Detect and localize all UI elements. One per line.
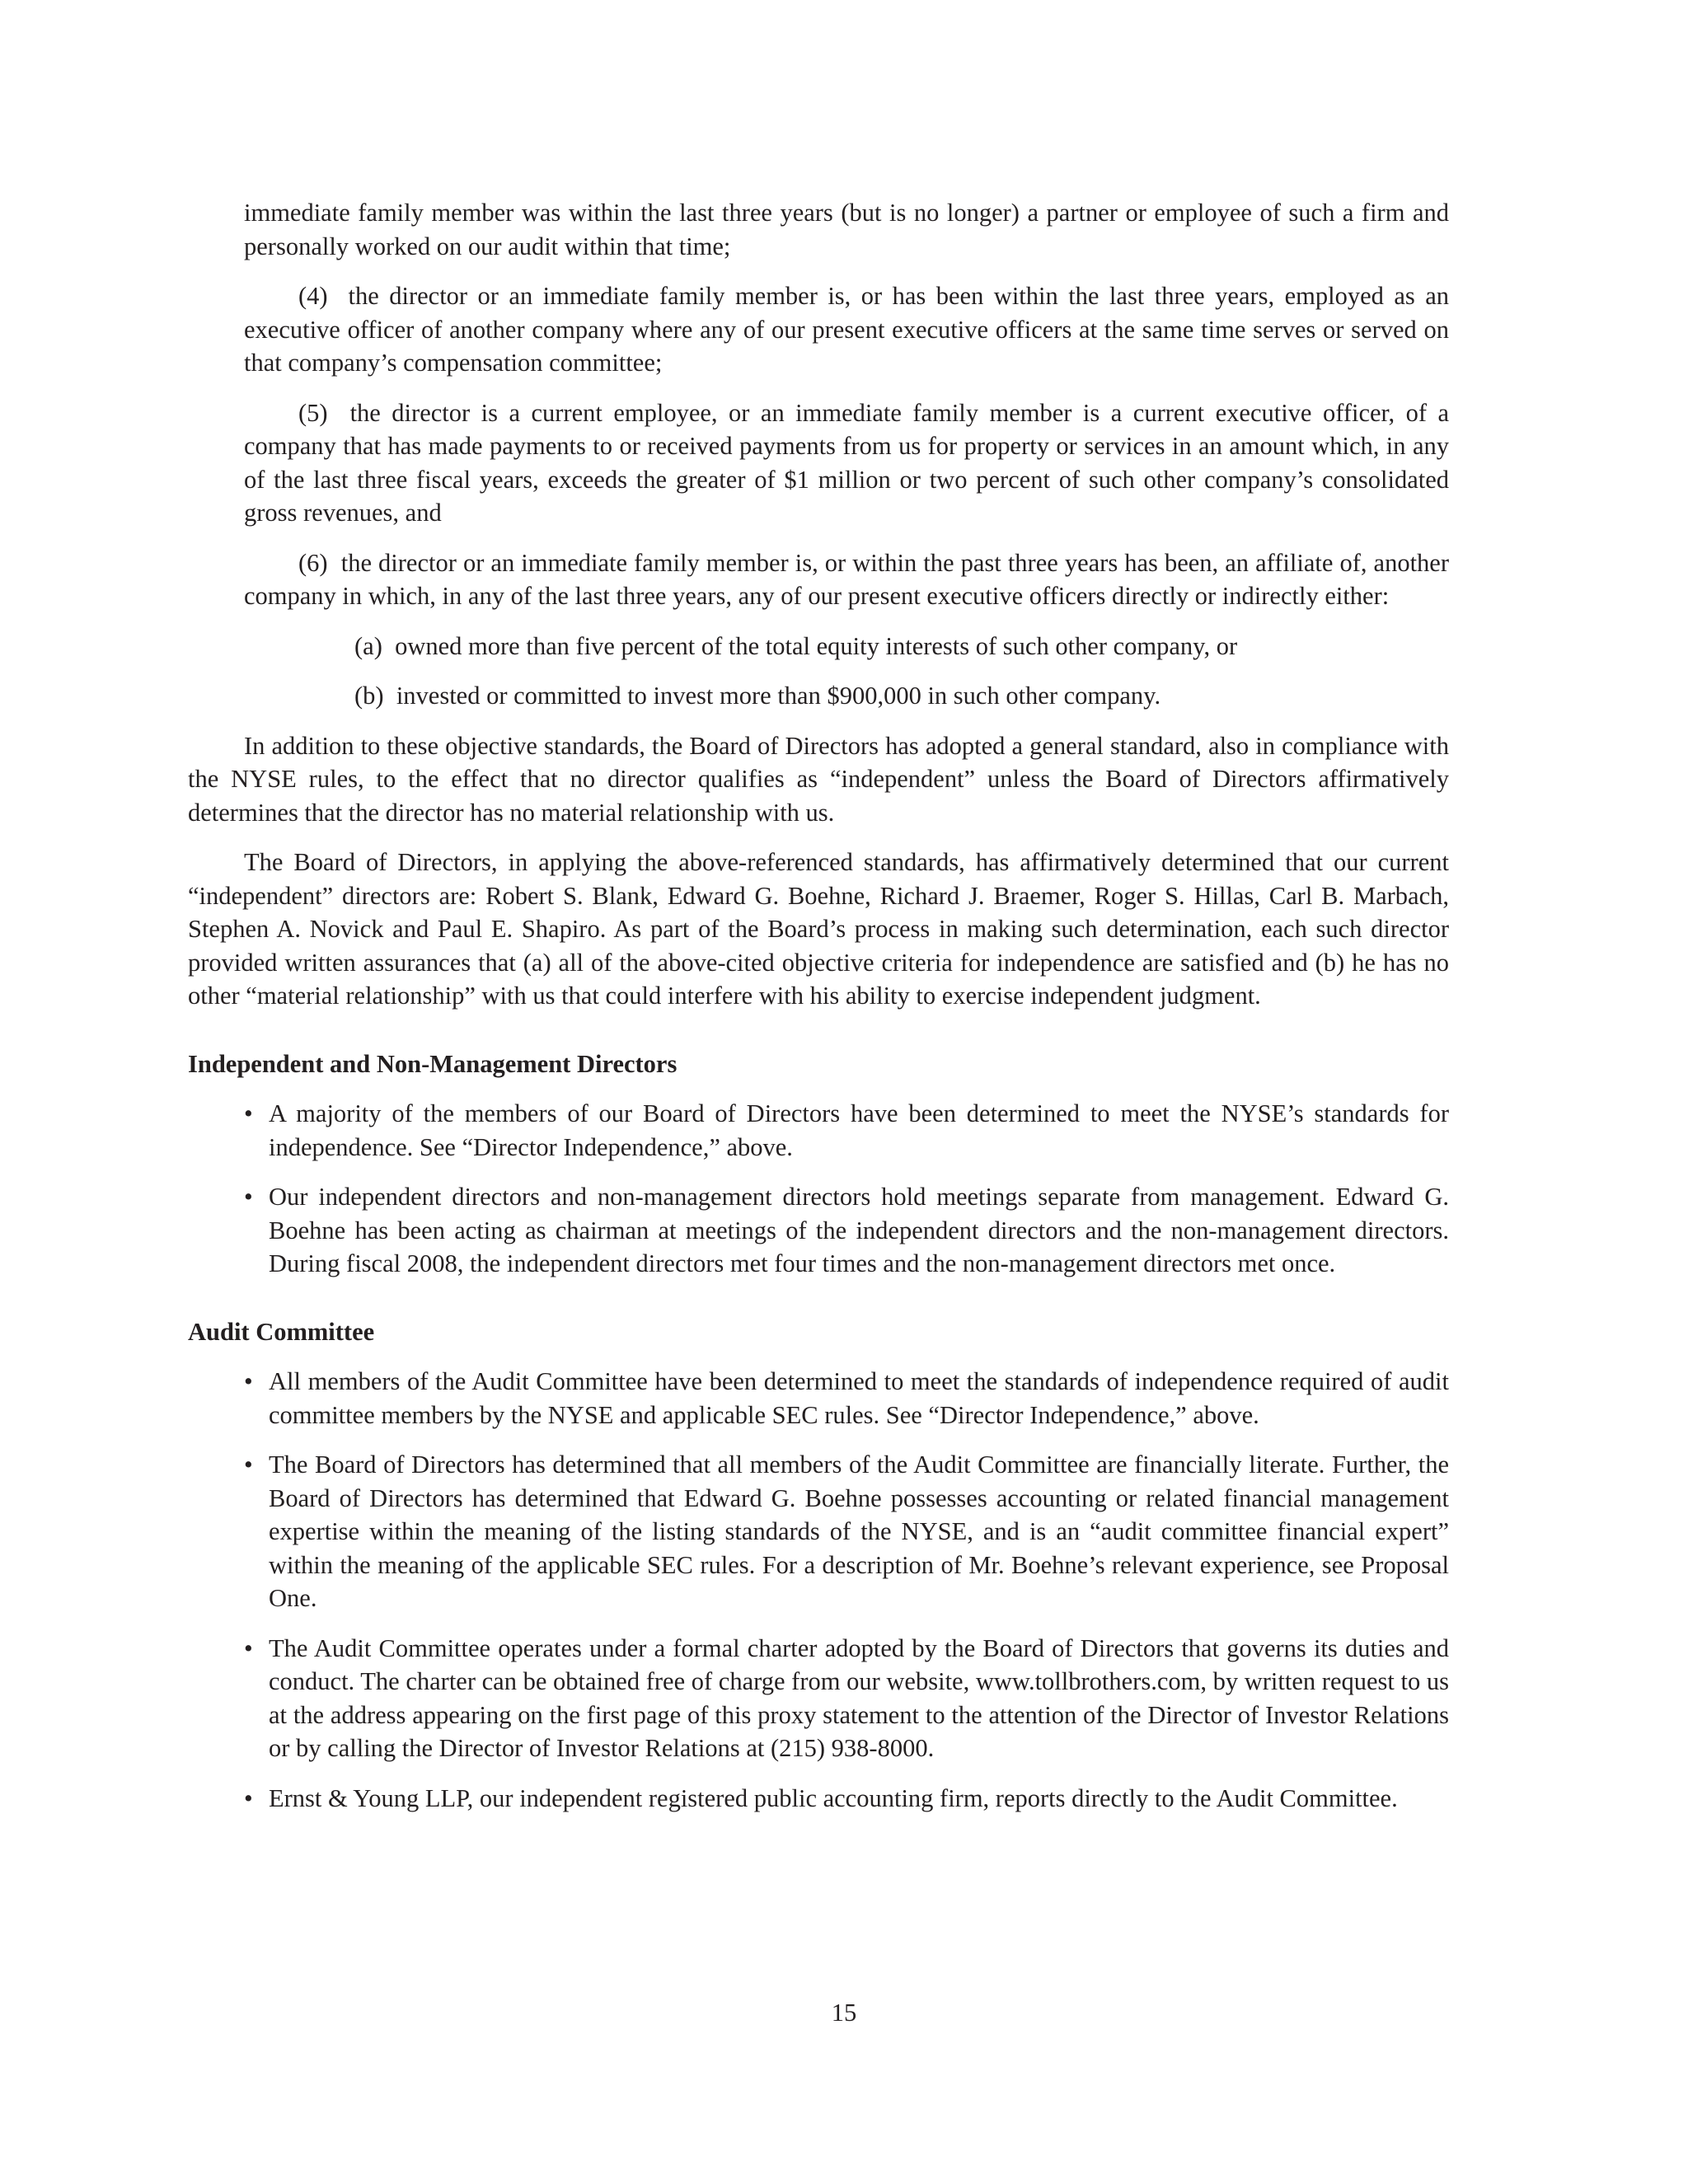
bullet-item [244,1448,1449,1615]
bullet-icon: • [244,1783,253,1812]
bullet-icon: • [244,1099,253,1127]
list-item-4 [244,279,1449,380]
bullet-icon: • [244,1367,253,1395]
bullet-icon: • [244,1451,253,1479]
section-independent-directors [188,1047,1449,1281]
document-page [188,196,1449,1831]
section-audit-committee [188,1315,1449,1816]
bullet-item [244,1097,1449,1164]
item-number: (4) [298,282,328,310]
sub-item-number: (a) [354,631,382,660]
bullet-text: All members of the Audit Committee have been determined to meet the standards of independence required of audit committee members by the NYSE and applicable SEC rules. See “Director Independence,” above. [269,1367,1449,1429]
item-text: the director or an immediate family member is, or has been within the last three years, employed as an executive officer of another company where any of our present executive officers at the same time serves or served on that company’s compensation committee; [244,282,1450,377]
sub-item-a [354,630,1449,663]
bullet-text: Ernst & Young LLP, our independent registered public accounting firm, reports directly to the Audit Committee. [269,1783,1398,1812]
sub-item-text: owned more than five percent of the total equity interests of such other company, or [395,631,1238,660]
item-number: (6) [298,548,328,577]
list-item-6 [244,546,1449,613]
bullet-item [244,1365,1449,1432]
continuation-paragraph: immediate family member was within the last three years (but is no longer) a partner or employee of such a firm and personally worked on our audit within that time; [244,199,1449,260]
bullet-text: The Audit Committee operates under a formal charter adopted by the Board of Directors that governs its duties and conduct. The charter can be obtained free of charge from our website, www.tollbrothers.com, by written request to us at the address appearing on the first page of this proxy statement to the attention of the Director of Investor Relations or by calling the Director of Investor Relations at (215) 938-8000. [269,1633,1449,1762]
sub-item-text: invested or committed to invest more than $900,000 in such other company. [396,682,1161,710]
sub-item-b [354,679,1449,713]
bullet-icon: • [244,1633,253,1662]
bullet-item [244,1782,1449,1816]
bullet-item [244,1180,1449,1281]
item-text: the director or an immediate family member is, or within the past three years has been, an affiliate of, another company in which, in any of the last three years, any of our present executive officers directly or indirectly either: [244,548,1449,610]
independent-directors-paragraph: The Board of Directors, in applying the above-referenced standards, has affirmatively determined that our current “independent” directors are: Robert S. Blank, Edward G. Boehne, Richard J. Braemer, Roger S. Hillas, Carl B. Marbach, Stephen A. Novick and Paul E. Shapiro. As part of the Board’s process in making such determination, each such director provided written assurances that (a) all of the above-cited objective criteria for independence are satisfied and (b) he has no other “material relationship” with us that could interfere with his ability to exercise independent judgment. [188,848,1449,1010]
list-item-5 [244,396,1449,530]
item-text: the director is a current employee, or an immediate family member is a current executive officer, of a company that has made payments to or received payments from us for property or services in an amount which, in any of the last three fiscal years, exceeds the greater of $1 million or two percent of such other company’s consolidated gross revenues, and [244,398,1450,527]
objective-standards-paragraph: In addition to these objective standards, the Board of Directors has adopted a general standard, also in compliance with the NYSE rules, to the effect that no director qualifies as “independent” unless the Board of Directors affirmatively determines that the director has no material relationship with us. [188,731,1449,827]
page-number: 15 [831,1999,857,2027]
bullet-text: The Board of Directors has determined that all members of the Audit Committee are financially literate. Further, the Board of Directors has determined that Edward G. Boehne possesses accounting or related financial management expertise within the meaning of the listing standards of the NYSE, and is an “audit committee financial expert” within the meaning of the applicable SEC rules. For a description of Mr. Boehne’s relevant experience, see Proposal One. [269,1451,1449,1612]
bullet-icon: • [244,1183,253,1211]
sub-item-number: (b) [354,682,384,710]
bullet-item [244,1632,1449,1765]
bullet-text: Our independent directors and non-management directors hold meetings separate from management. Edward G. Boehne has been acting as chairman at meetings of the independent directors and the non-management directors. During fiscal 2008, the independent directors met four times and the non-management directors met once. [269,1183,1449,1277]
section-heading: Independent and Non-Management Directors [188,1049,678,1078]
bullet-text: A majority of the members of our Board of Directors have been determined to meet the NYSE’s standards for independence. See “Director Independence,” above. [269,1099,1449,1161]
section-heading: Audit Committee [188,1317,375,1346]
item-number: (5) [298,398,328,427]
